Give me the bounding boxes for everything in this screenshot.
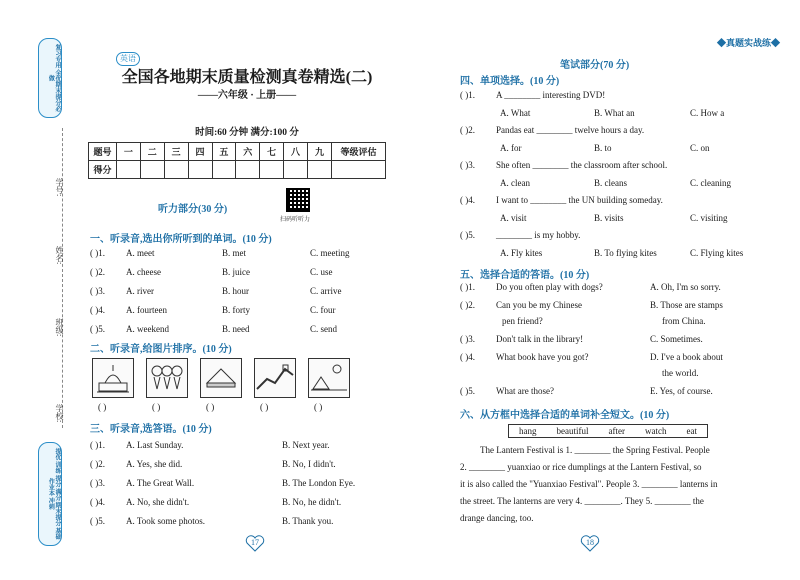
- question-number[interactable]: ( )3.: [90, 286, 105, 296]
- option-c: C. send: [310, 324, 337, 334]
- section1-title: 一、听录音,选出你所听到的单词。(10 分): [90, 234, 272, 245]
- cut-line: [62, 128, 63, 428]
- answer-paren[interactable]: ( ): [98, 402, 107, 412]
- option-a: A. Fly kites: [500, 248, 543, 258]
- answer-option: C. Sometimes.: [650, 334, 703, 344]
- option-c: C. four: [310, 305, 336, 315]
- side-label-class: 班级:: [55, 318, 64, 337]
- section3-title: 三、听录音,选答语。(10 分): [90, 424, 212, 435]
- score-table-header: [89, 143, 386, 161]
- option-b: B. No, he didn't.: [282, 497, 342, 507]
- question-number[interactable]: ( )2.: [90, 459, 105, 469]
- option-b: B. No, I didn't.: [282, 459, 336, 469]
- score-cell: [140, 161, 164, 179]
- option-c: C. meeting: [310, 248, 350, 258]
- question-text: What book have you got?: [496, 352, 589, 362]
- question-number[interactable]: ( )4.: [90, 305, 105, 315]
- answer-option: E. Yes, of course.: [650, 386, 713, 396]
- answer-paren[interactable]: ( ): [314, 402, 323, 412]
- option-b: B. forty: [222, 305, 250, 315]
- section6-title: 六、从方框中选择合适的单词补全短文。(10 分): [460, 410, 670, 421]
- score-row-label: 得分: [89, 161, 117, 179]
- word-option: after: [608, 426, 625, 436]
- score-header-cell: 六: [236, 143, 260, 161]
- passage: [460, 442, 760, 527]
- question-number[interactable]: ( )2.: [460, 125, 475, 135]
- option-c: C. Flying kites: [690, 248, 744, 258]
- option-a: A. Yes, she did.: [126, 459, 183, 469]
- question-number[interactable]: ( )1.: [90, 440, 105, 450]
- sandwich-picture: [200, 358, 242, 398]
- option-b: B. To flying kites: [594, 248, 657, 258]
- margin-strip-top: 复习专用 全优期末提分必做: [38, 38, 62, 118]
- score-header-cell: 题号: [89, 143, 117, 161]
- option-a: A. visit: [500, 213, 527, 223]
- passage-line: The Lantern Festival is 1. ________ the Spring Festival. People: [480, 445, 710, 455]
- question-number[interactable]: ( )5.: [90, 516, 105, 526]
- answer-option: D. I've a book about: [650, 352, 723, 362]
- section2-title: 二、听录音,给图片排序。(10 分): [90, 344, 232, 355]
- question-number[interactable]: ( )1.: [90, 248, 105, 258]
- score-cell: [284, 161, 308, 179]
- score-cell: [212, 161, 236, 179]
- answer-paren[interactable]: ( ): [206, 402, 215, 412]
- passage-line: 2. ________ yuanxiao or rice dumplings at the Lantern Festival, so: [460, 462, 702, 472]
- question-number[interactable]: ( )3.: [460, 160, 475, 170]
- passage-line: the street. The lanterns are very 4. ________. They 5. ________ the: [460, 496, 704, 506]
- passage-line: it is also called the "Yuanxiao Festival". People 3. ________ lanterns in: [460, 479, 718, 489]
- option-b: B. met: [222, 248, 246, 258]
- score-header-cell: 八: [284, 143, 308, 161]
- right-page: [400, 0, 800, 580]
- section4-title: 四、单项选择。(10 分): [460, 76, 560, 87]
- question-text: pen friend?: [502, 316, 543, 326]
- answer-option: from China.: [662, 316, 706, 326]
- score-header-cell: 九: [308, 143, 332, 161]
- question-number[interactable]: ( )4.: [90, 497, 105, 507]
- word-option: watch: [644, 426, 667, 436]
- qr-caption: 扫码听听力: [280, 217, 311, 223]
- question-number[interactable]: ( )5.: [460, 386, 475, 396]
- question-number[interactable]: ( )5.: [460, 230, 475, 240]
- question-text: Can you be my Chinese: [496, 300, 582, 310]
- score-cell: [117, 161, 141, 179]
- option-a: A. for: [500, 143, 522, 153]
- score-cell: [236, 161, 260, 179]
- answer-option: the world.: [662, 368, 699, 378]
- option-b: B. hour: [222, 286, 249, 296]
- park-scene-picture: [308, 358, 350, 398]
- option-a: A. meet: [126, 248, 155, 258]
- answer-option: B. Those are stamps: [650, 300, 723, 310]
- word-option: hang: [519, 426, 537, 436]
- option-b: B. Next year.: [282, 440, 330, 450]
- question-number[interactable]: ( )2.: [90, 267, 105, 277]
- score-header-cell: 等级评估: [332, 143, 386, 161]
- score-cell: [308, 161, 332, 179]
- capitol-building-picture: [92, 358, 134, 398]
- score-cell: [332, 161, 386, 179]
- time-info: 时间:60 分钟 满分:100 分: [195, 128, 299, 138]
- grade-subtitle: ——六年级 · 上册——: [197, 90, 297, 101]
- question-number[interactable]: ( )4.: [460, 195, 475, 205]
- qr-code-icon[interactable]: [286, 188, 310, 212]
- option-b: B. What an: [594, 108, 635, 118]
- score-header-cell: 二: [140, 143, 164, 161]
- option-a: A. Took some photos.: [126, 516, 205, 526]
- question-text: ________ is my hobby.: [496, 230, 581, 240]
- option-c: C. cleaning: [690, 178, 731, 188]
- question-text: A ________ interesting DVD!: [496, 90, 606, 100]
- passage-line: drange dancing, too.: [460, 513, 534, 523]
- written-title: 笔试部分(70 分): [560, 60, 630, 71]
- score-header-cell: 五: [212, 143, 236, 161]
- option-a: A. The Great Wall.: [126, 478, 195, 488]
- option-c: C. arrive: [310, 286, 342, 296]
- question-number[interactable]: ( )3.: [460, 334, 475, 344]
- question-number[interactable]: ( )2.: [460, 300, 475, 310]
- question-text: I want to ________ the UN building someday.: [496, 195, 663, 205]
- option-c: C. visiting: [690, 213, 728, 223]
- option-b: B. to: [594, 143, 612, 153]
- question-number[interactable]: ( )1.: [460, 282, 475, 292]
- option-c: C. How a: [690, 108, 725, 118]
- side-label-school: 学校:: [55, 404, 64, 423]
- question-text: She often ________ the classroom after school.: [496, 160, 668, 170]
- question-text: Don't talk in the library!: [496, 334, 584, 344]
- score-table: [88, 142, 386, 179]
- score-cell: [260, 161, 284, 179]
- score-cell: [164, 161, 188, 179]
- option-a: A. Last Sunday.: [126, 440, 184, 450]
- option-a: A. fourteen: [126, 305, 167, 315]
- option-a: A. No, she didn't.: [126, 497, 190, 507]
- option-b: B. Thank you.: [282, 516, 334, 526]
- answer-option: A. Oh, I'm so sorry.: [650, 282, 721, 292]
- great-wall-picture: [254, 358, 296, 398]
- score-header-cell: 一: [117, 143, 141, 161]
- option-a: A. clean: [500, 178, 530, 188]
- ice-cream-drinks-picture: [146, 358, 188, 398]
- word-box: [508, 424, 708, 438]
- question-number[interactable]: ( )4.: [460, 352, 475, 362]
- page-number-left: 17: [245, 534, 265, 552]
- question-text: What are those?: [496, 386, 554, 396]
- section5-title: 五、选择合适的答语。(10 分): [460, 270, 590, 281]
- question-number[interactable]: ( )3.: [90, 478, 105, 488]
- option-b: B. visits: [594, 213, 624, 223]
- side-label-name: 姓名:: [55, 246, 64, 265]
- option-a: A. weekend: [126, 324, 169, 334]
- subject-badge: 英语: [116, 52, 140, 66]
- page-number-right: 18: [580, 534, 600, 552]
- word-option: beautiful: [556, 426, 589, 436]
- question-number[interactable]: ( )5.: [90, 324, 105, 334]
- question-text: Pandas eat ________ twelve hours a day.: [496, 125, 645, 135]
- answer-paren[interactable]: ( ): [152, 402, 161, 412]
- score-header-cell: 三: [164, 143, 188, 161]
- word-option: eat: [686, 426, 697, 436]
- page-title: 全国各地期末质量检测真卷精选(二): [121, 69, 373, 86]
- score-cell: [188, 161, 212, 179]
- option-b: B. juice: [222, 267, 250, 277]
- score-header-cell: 四: [188, 143, 212, 161]
- option-c: C. use: [310, 267, 333, 277]
- option-c: C. on: [690, 143, 710, 153]
- option-b: B. need: [222, 324, 250, 334]
- option-a: A. What: [500, 108, 531, 118]
- listening-title: 听力部分(30 分): [158, 204, 228, 215]
- margin-strip-bottom: 提优 训练 提分 满分 期末提分 基础作业本 冲刺: [38, 442, 62, 546]
- question-number[interactable]: ( )1.: [460, 90, 475, 100]
- option-a: A. cheese: [126, 267, 161, 277]
- option-b: B. The London Eye.: [282, 478, 356, 488]
- side-label-number: 学号:: [55, 178, 64, 197]
- score-header-cell: 七: [260, 143, 284, 161]
- option-a: A. river: [126, 286, 154, 296]
- answer-paren[interactable]: ( ): [260, 402, 269, 412]
- question-text: Do you often play with dogs?: [496, 282, 603, 292]
- banner: ◆真题实战练◆: [716, 38, 780, 48]
- score-table-row: [89, 161, 386, 179]
- option-b: B. cleans: [594, 178, 627, 188]
